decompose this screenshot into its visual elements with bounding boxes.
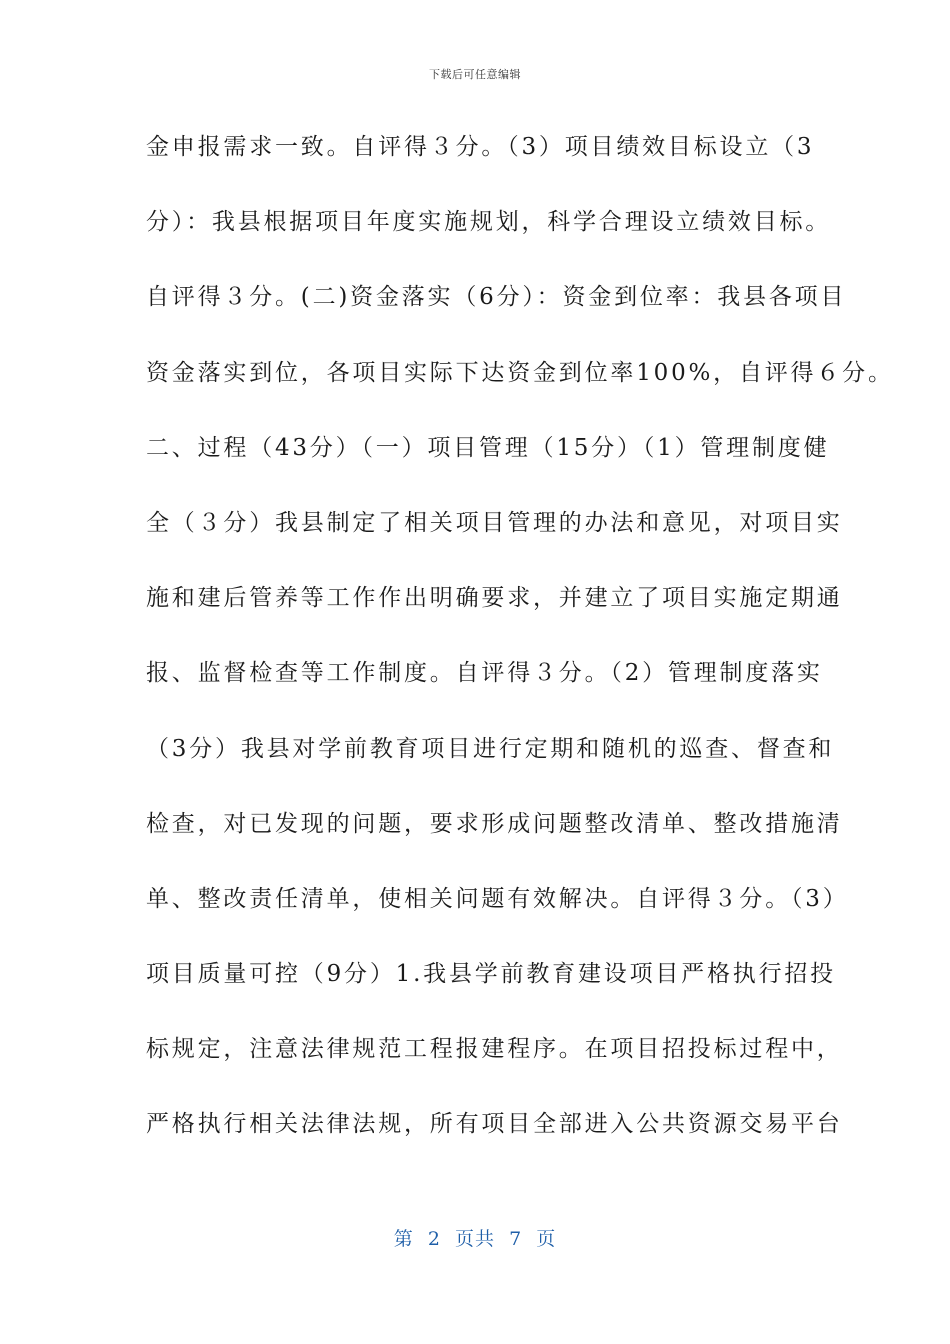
text-line: 项目质量可控（9分）1.我县学前教育建设项目严格执行招投 (146, 961, 836, 988)
text-line: 报、监督检查等工作制度。自评得３分。（2）管理制度落实 (146, 660, 823, 687)
text-line: 自评得３分。(二)资金落实（6分）：资金到位率：我县各项目 (146, 284, 847, 311)
text-line: （3分）我县对学前教育项目进行定期和随机的巡查、督查和 (146, 735, 835, 762)
text-line: 分）：我县根据项目年度实施规划，科学合理设立绩效目标。 (146, 209, 832, 236)
text-line: 施和建后管养等工作作出明确要求，并建立了项目实施定期通 (146, 585, 843, 612)
text-line: 全（３分）我县制定了相关项目管理的办法和意见，对项目实 (146, 509, 843, 536)
page-number-footer: 第 2 页共 7 页 (393, 1228, 557, 1250)
text-line: 检查，对已发现的问题，要求形成问题整改清单、整改措施清 (146, 810, 843, 837)
text-line: 单、整改责任清单，使相关问题有效解决。自评得３分。（3） (146, 885, 849, 912)
text-line: 二、过程（43分）（一）项目管理（15分）（1）管理制度健 (146, 434, 830, 461)
text-line: 严格执行相关法律法规，所有项目全部进入公共资源交易平台 (146, 1111, 843, 1138)
text-line: 金申报需求一致。自评得３分。（3）项目绩效目标设立（3 (146, 134, 815, 160)
text-line: 资金落实到位，各项目实际下达资金到位率100%，自评得６分。 (146, 359, 894, 386)
document-body (146, 125, 894, 1178)
text-line: 标规定，注意法律规范工程报建程序。在项目招投标过程中， (146, 1036, 843, 1063)
page-header-note: 下载后可任意编辑 (429, 68, 521, 81)
